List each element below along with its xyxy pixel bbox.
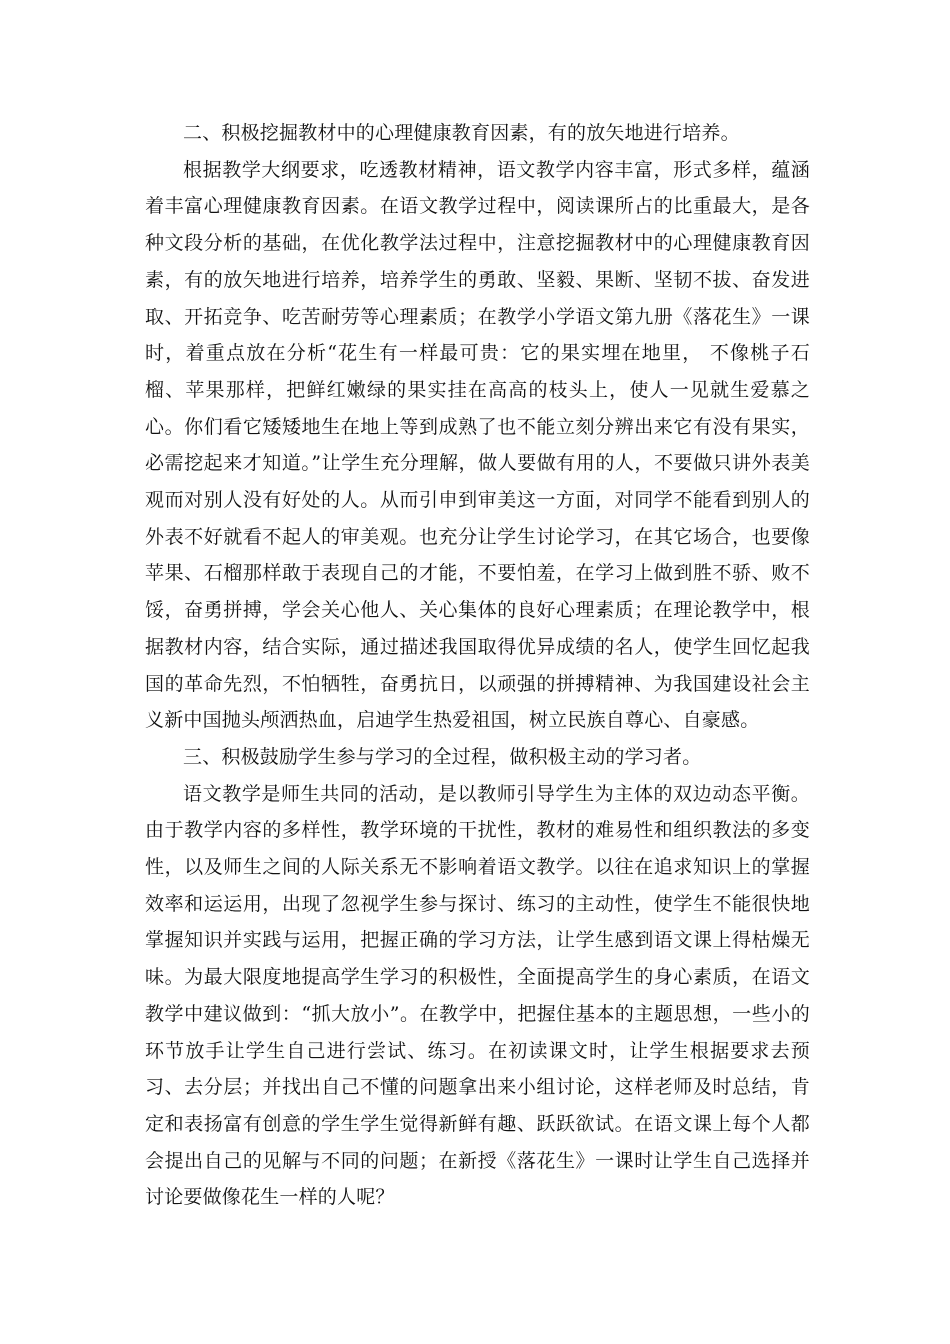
body-paragraph: 语文教学是师生共同的活动，是以教师引导学生为主体的双边动态平衡。由于教学内容的多样性，教学环境的干扰性，教材的难易性和组织教法的多变性，以及师生之间的人际关系无不影响着语文教学。以往在追求知识上的掌握效率和运运用，出现了忽视学生参与探讨、练习的主动性，使学生不能很快地掌握知识并实践与运用，把握正确的学习方法，让学生感到语文课上得枯燥无味。为最大限度地提高学生学习的积极性，全面提高学生的身心素质，在语文教学中建议做到：“抓大放小”。在教学中，把握住基本的主题思想，一些小的环节放手让学生自己进行尝试、练习。在初读课文时，让学生根据要求去预习、去分层；并找出自己不懂的问题拿出来小组讨论，这样老师及时总结，肯定和表扬富有创意的学生学生觉得新鲜有趣、跃跃欲试。在语文课上每个人都会提出自己的见解与不同的问题；在新授《落花生》一课时让学生自己选择并讨论要做像花生一样的人呢？ <box>145 782 810 1209</box>
section-heading-3: 三、积极鼓励学生参与学习的全过程，做积极主动的学习者。 <box>183 745 702 768</box>
section-heading-2: 二、积极挖掘教材中的心理健康教育因素，有的放矢地进行培养。 <box>183 122 740 144</box>
body-paragraph: 根据教学大纲要求，吃透教材精神，语文教学内容丰富，形式多样，蕴涵着丰富心理健康教育因素。在语文教学过程中，阅读课所占的比重最大，是各种文段分析的基础，在优化教学法过程中，注意挖掘教材中的心理健康教育因素，有的放矢地进行培养，培养学生的勇敢、坚毅、果断、坚韧不拔、奋发进取、开拓竞争、吃苦耐劳等心理素质；在教学小学语文第九册《落花生》一课时，着重点放在分析“花生有一样最可贵：它的果实埋在地里， 不像桃子石榴、苹果那样，把鲜红嫩绿的果实挂在高高的枝头上，使人一见就生爱慕之心。你们看它矮矮地生在地上等到成熟了也不能立刻分辨出来它有没有果实，必需挖起来才知道。”让学生充分理解，做人要做有用的人，不要做只讲外表美观而对别人没有好处的人。从而引申到审美这一方面，对同学不能看到别人的外表不好就看不起人的审美观。也充分让学生讨论学习，在其它场合，也要像苹果、石榴那样敢于表现自己的才能，不要怕羞，在学习上做到胜不骄、败不馁，奋勇拼搏，学会关心他人、关心集体的良好心理素质；在理论教学中，根据教材内容，结合实际，通过描述我国取得优异成绩的名人，使学生回忆起我国的革命先烈，不怕牺牲，奋勇抗日，以顽强的拼搏精神、为我国建设社会主义新中国抛头颅洒热血，启迪学生热爱祖国，树立民族自尊心、自豪感。 <box>145 158 810 732</box>
document-body <box>145 115 810 1216</box>
